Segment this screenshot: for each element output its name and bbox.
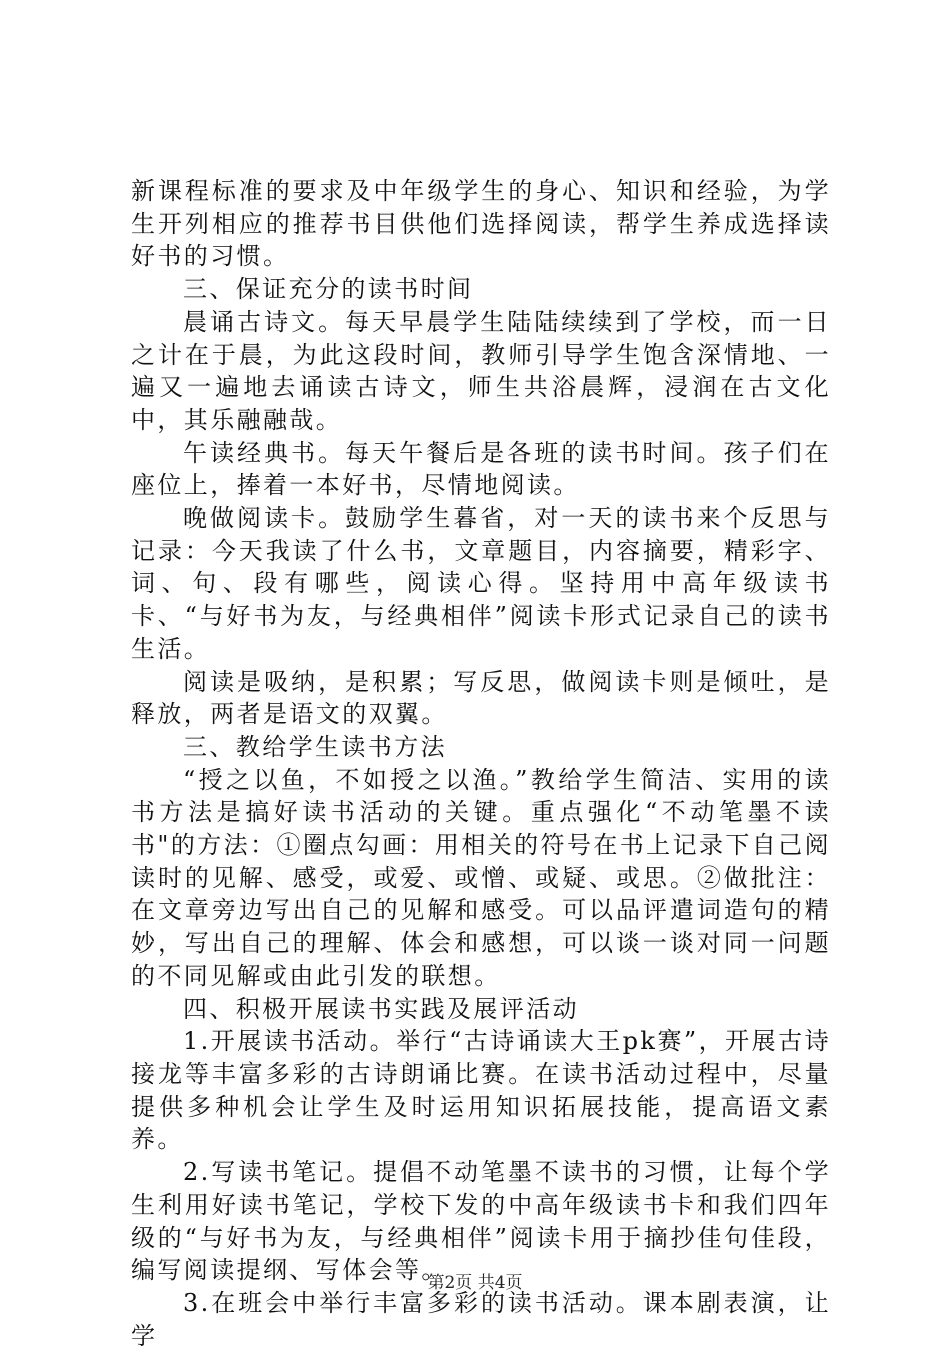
paragraph-morning-recitation: 晨诵古诗文。每天早晨学生陆陆续续到了学校，而一日之计在于晨，为此这段时间，教师引导学生饱含深情地、一遍又一遍地去诵读古诗文，师生共浴晨辉，浸润在古文化中，其乐融融哉。	[131, 307, 831, 434]
section-heading-reading-practice: 四、积极开展读书实践及展评活动	[183, 994, 579, 1023]
paragraph-item-2: 2.写读书笔记。提倡不动笔墨不读书的习惯，让每个学生利用好读书笔记，学校下发的中高年级读书卡和我们四年级的“与好书为友，与经典相伴”阅读卡用于摘抄佳句佳段，编写阅读提纲、写体会等。	[131, 1158, 831, 1285]
paragraph-noon-reading: 午读经典书。每天午餐后是各班的读书时间。孩子们在座位上，捧着一本好书，尽情地阅读。	[131, 438, 831, 500]
section-heading-reading-methods: 三、教给学生读书方法	[183, 732, 447, 761]
section-heading-reading-time: 三、保证充分的读书时间	[183, 275, 474, 304]
paragraph-evening-reading-card: 晚做阅读卡。鼓励学生暮省，对一天的读书来个反思与记录：今天我读了什么书，文章题目，内容摘要，精彩字、词、句、段有哪些，阅读心得。坚持用中高年级读书卡、“与好书为友，与经典相伴”阅读卡形式记录自己的读书生活。	[131, 504, 831, 663]
page-number-footer: 第2页 共4页	[427, 1273, 523, 1293]
paragraph-item-1: 1.开展读书活动。举行“古诗诵读大王pk赛”，开展古诗接龙等丰富多彩的古诗朗诵比赛。在读书活动过程中，尽量提供多种机会让学生及时运用知识拓展技能，提高语文素养。	[131, 1027, 831, 1154]
paragraph-reading-methods: “授之以鱼，不如授之以渔。”教给学生简洁、实用的读书方法是搞好读书活动的关键。重点强化“不动笔墨不读书"的方法：①圈点勾画：用相关的符号在书上记录下自己阅读时的见解、感受，或爱、或憎、或疑、或思。②做批注：在文章旁边写出自己的见解和感受。可以品评遣词造句的精妙，写出自己的理解、体会和感想，可以谈一谈对同一问题的不同见解或由此引发的联想。	[131, 765, 831, 990]
paragraph-item-3: 3.在班会中举行丰富多彩的读书活动。课本剧表演，让学	[131, 1288, 831, 1350]
paragraph-continuation: 新课程标准的要求及中年级学生的身心、知识和经验，为学生开列相应的推荐书目供他们选择阅读，帮学生养成选择读好书的习惯。	[131, 177, 831, 271]
document-body	[131, 175, 831, 1352]
paragraph-absorb-and-release: 阅读是吸纳，是积累；写反思，做阅读卡则是倾吐，是释放，两者是语文的双翼。	[131, 667, 831, 729]
